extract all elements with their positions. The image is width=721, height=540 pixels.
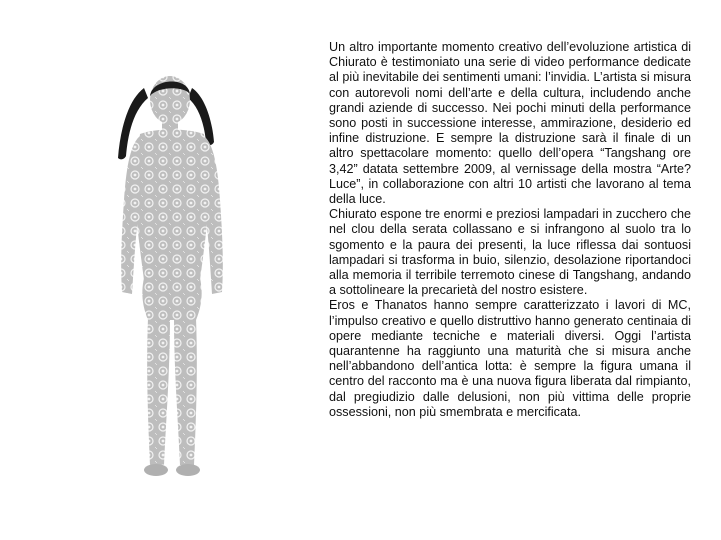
paragraph-2: Chiurato espone tre enormi e preziosi lampadari in zucchero che nel clou della serata collassano e si infrangono al suolo tra lo sgomento e la paura dei presenti, la luce riflessa dai sontuosi lampadari si trasforma in buio, silenzio, desolazione riportandoci alla memoria il terribile terremoto cinese di Tangshang, andando a sottolineare la precarietà del nostro esistere.: [329, 207, 691, 298]
paragraph-3: Eros e Thanatos hanno sempre caratterizzato i lavori di MC, l’impulso creativo e quello distruttivo hanno generato centinaia di opere mediante tecniche e materiali diversi. Oggi l’artista quarantenne ha raggiunto una maturità che si misura anche nell’abbandono dell’antica lotta: è sempre la figura umana il centro del racconto ma è una nuova figura liberata dal rimpianto, dal pregiudizio dalle delusioni, non più vittima delle proprie ossessioni, non più smembrata e mercificata.: [329, 298, 691, 419]
body-painted-figure-photo: [100, 70, 250, 490]
article-text: [329, 40, 691, 420]
paragraph-1: Un altro importante momento creativo dell’evoluzione artistica di Chiurato è testimoniato una serie di video performance dedicate al più inevitabile dei sentimenti umani: l’invidia. L’artista si misura con autorevoli nomi dell’arte e della cultura, includendo anche grandi aziende di successo. Nei pochi minuti della performance sono posti in successione interesse, ammirazione, desiderio ed infine distruzione. E sempre la distruzione sarà il finale di un altro spettacolare momento: quello dell’opera “Tangshang ore 3,42” datata settembre 2009, al vernissage della mostra “Arte? Luce”, in collaborazione con altri 10 artisti che lavorano al tema della luce.: [329, 40, 691, 207]
figure-illustration: [100, 70, 250, 490]
